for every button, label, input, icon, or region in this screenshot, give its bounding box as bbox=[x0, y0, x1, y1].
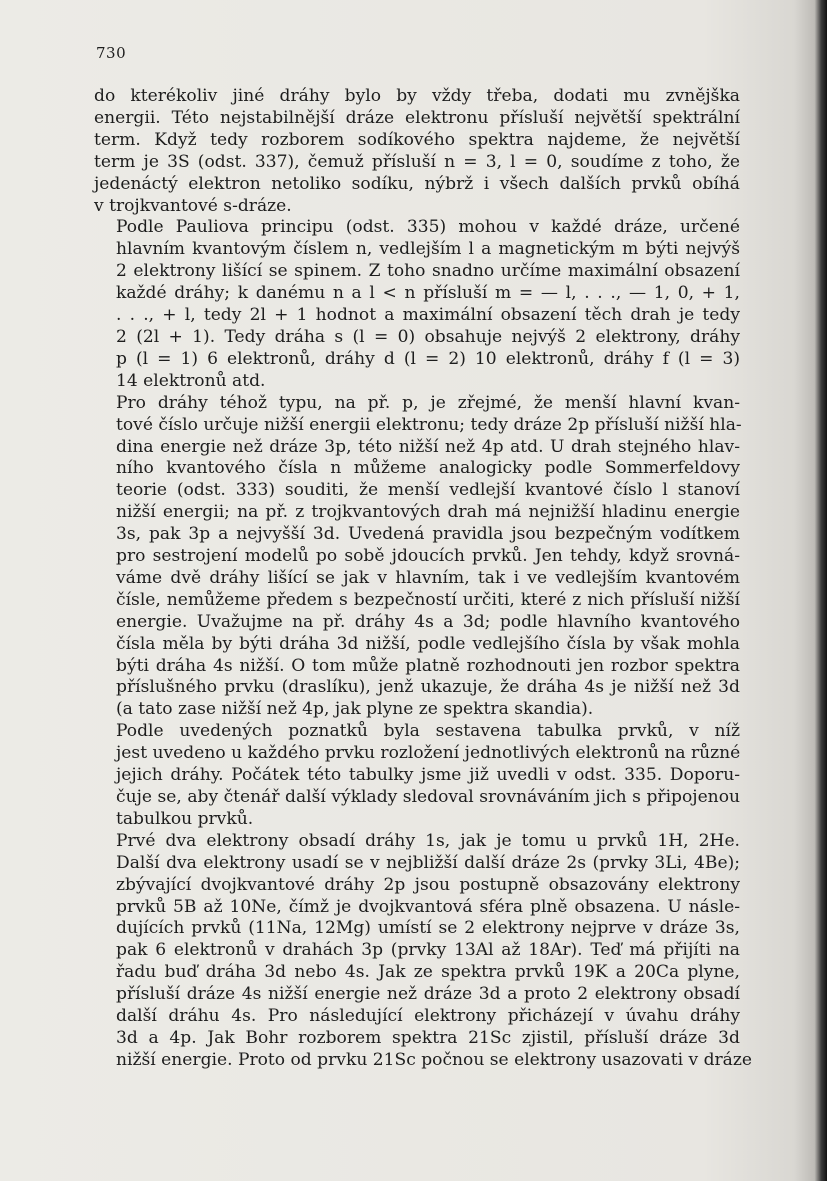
text-line: energii. Této nejstabilnější dráze elektronu přísluší největší spektrální bbox=[94, 107, 740, 128]
page-number: 730 bbox=[96, 44, 127, 62]
text-line: 2 elektrony lišící se spinem. Z toho snadno určíme maximální obsazení bbox=[116, 261, 740, 282]
text-line: čuje se, aby čtenář další výklady sledoval srovnáváním jich s připojenou bbox=[116, 787, 740, 807]
text-line: teorie (odst. 333) souditi, že menší vedlejší kvantové číslo l stanoví bbox=[116, 480, 740, 501]
text-line: býti dráha 4s nižší. O tom může platně rozhodnouti jen rozbor spektra bbox=[116, 655, 740, 676]
text-line: pak 6 elektronů v drahách 3p (prvky 13Al až 18Ar). Teď má přijíti na bbox=[116, 940, 740, 961]
paragraph bbox=[94, 393, 740, 722]
body-text bbox=[94, 86, 752, 1072]
text-line: další dráhu 4s. Pro následující elektrony přicházejí v úvahu dráhy bbox=[116, 1006, 740, 1027]
text-line: nižší energii; na př. z trojkvantových drah má nejnižší hladinu energie bbox=[116, 502, 740, 523]
text-line: jest uvedeno u každého prvku rozložení jednotlivých elektronů na různé bbox=[116, 743, 741, 764]
text-line: váme dvě dráhy lišící se jak v hlavním, tak i ve vedlejším kvantovém bbox=[116, 567, 740, 588]
text-line: tové číslo určuje nižší energii elektronu; tedy dráze 2p přísluší nižší hla- bbox=[116, 414, 742, 435]
text-line: 3s, pak 3p a nejvyšší 3d. Uvedená pravidla jsou bezpečným vodítkem bbox=[116, 524, 740, 545]
text-line: 2 (2l + 1). Tedy dráha s (l = 0) obsahuje nejvýš 2 elektrony, dráhy bbox=[116, 326, 740, 347]
paragraph bbox=[94, 86, 740, 217]
text-line: energie. Uvažujme na př. dráhy 4s a 3d; podle hlavního kvantového bbox=[116, 611, 740, 632]
text-line: term je 3S (odst. 337), čemuž přísluší n = 3, l = 0, soudíme z toho, že bbox=[94, 151, 740, 172]
text-line: pro sestrojení modelů po sobě jdoucích prvků. Jen tehdy, když srovná- bbox=[116, 546, 740, 567]
text-line: čísla měla by býti dráha 3d nižší, podle vedlejšího čísla by však mohla bbox=[116, 633, 740, 654]
paragraph bbox=[94, 721, 740, 831]
text-line: hlavním kvantovým číslem n, vedlejším l a magnetickým m býti nejvýš bbox=[116, 239, 740, 260]
text-line: prvků 5B až 10Ne, čímž je dvojkvantová sféra plně obsazena. U násle- bbox=[116, 896, 740, 917]
text-line: Další dva elektrony usadí se v nejbližší další dráze 2s (prvky 3Li, 4Be); bbox=[116, 852, 740, 873]
text-line: 3d a 4p. Jak Bohr rozborem spektra 21Sc zjistil, přísluší dráze 3d bbox=[116, 1027, 740, 1048]
text-line: (a tato zase nižší než 4p, jak plyne ze spektra skandia). bbox=[116, 699, 594, 720]
text-line: do kterékoliv jiné dráhy bylo by vždy třeba, dodati mu zvnějška bbox=[94, 86, 740, 106]
text-line: Podle Pauliova principu (odst. 335) mohou v každé dráze, určené bbox=[116, 217, 740, 238]
text-line: Prvé dva elektrony obsadí dráhy 1s, jak je tomu u prvků 1H, 2He. bbox=[116, 830, 740, 851]
text-line: řadu buď dráha 3d nebo 4s. Jak ze spektra prvků 19K a 20Ca plyne, bbox=[116, 962, 740, 983]
text-line: Pro dráhy téhož typu, na př. p, je zřejmé, že menší hlavní kvan- bbox=[116, 392, 740, 413]
text-line: dina energie než dráze 3p, této nižší než 4p atd. U drah stejného hlav- bbox=[116, 436, 740, 457]
text-line: tabulkou prvků. bbox=[116, 808, 254, 829]
text-line: přísluší dráze 4s nižší energie než dráze 3d a proto 2 elektrony obsadí bbox=[116, 984, 740, 1005]
text-line: v trojkvantové s-dráze. bbox=[94, 195, 292, 216]
text-line: každé dráhy; k danému n a l < n přísluší m = — l, . . ., — 1, 0, + 1, bbox=[116, 283, 740, 304]
text-line: dujících prvků (11Na, 12Mg) umístí se 2 elektrony nejprve v dráze 3s, bbox=[116, 918, 740, 939]
text-line: čísle, nemůžeme předem s bezpečností určiti, které z nich přísluší nižší bbox=[116, 589, 740, 610]
text-line: příslušného prvku (draslíku), jenž ukazuje, že dráha 4s je nižší než 3d bbox=[116, 677, 740, 698]
text-line: jedenáctý elektron netoliko sodíku, nýbrž i všech dalších prvků obíhá bbox=[94, 173, 740, 194]
text-line: jejich dráhy. Počátek této tabulky jsme již uvedli v odst. 335. Doporu- bbox=[116, 765, 740, 786]
text-line: term. Když tedy rozborem sodíkového spektra najdeme, že největší bbox=[94, 129, 740, 150]
text-line: 14 elektronů atd. bbox=[116, 370, 266, 391]
paragraph bbox=[94, 217, 740, 392]
text-line: zbývající dvojkvantové dráhy 2p jsou postupně obsazovány elektrony bbox=[116, 874, 740, 895]
text-line: p (l = 1) 6 elektronů, dráhy d (l = 2) 10 elektronů, dráhy f (l = 3) bbox=[116, 348, 740, 369]
paragraph bbox=[94, 830, 752, 1072]
text-line: ního kvantového čísla n můžeme analogicky podle Sommerfeldovy bbox=[116, 458, 740, 479]
text-line: Podle uvedených poznatků byla sestavena tabulka prvků, v níž bbox=[116, 721, 740, 742]
text-line: . . ., + l, tedy 2l + 1 hodnot a maximální obsazení těch drah je tedy bbox=[116, 305, 740, 326]
text-line: nižší energie. Proto od prvku 21Sc počnou se elektrony usazovati v dráze bbox=[116, 1049, 752, 1070]
